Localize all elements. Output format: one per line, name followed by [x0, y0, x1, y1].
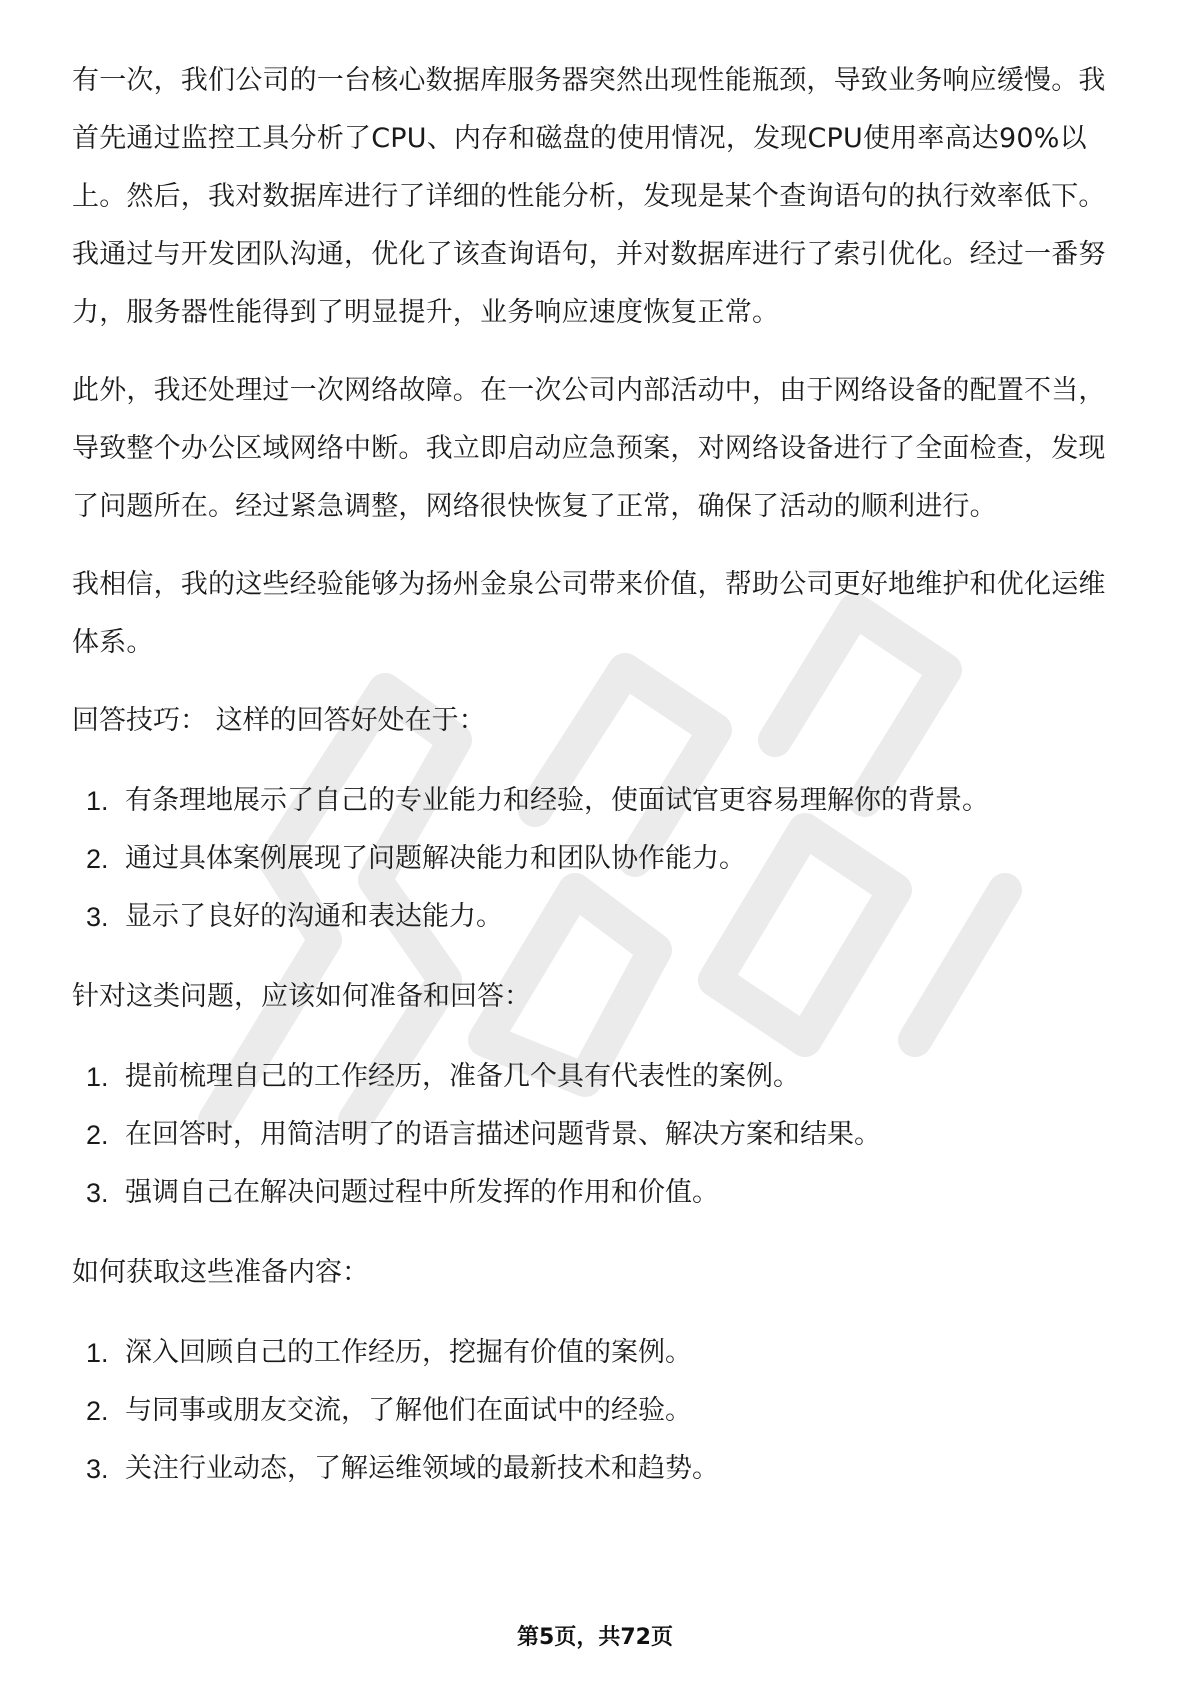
list-item [72, 1382, 1122, 1440]
list-number: 3. [86, 1454, 109, 1484]
list-number: 2. [86, 1396, 109, 1426]
main-content [72, 52, 1122, 1520]
list-how-to-obtain [72, 1324, 1122, 1498]
list-item [72, 830, 1122, 888]
list-item [72, 1048, 1122, 1106]
list-item [72, 1440, 1122, 1498]
paragraph-database-case: 有一次，我们公司的一台核心数据库服务器突然出现性能瓶颈，导致业务响应缓慢。我首先通过监控工具分析了CPU、内存和磁盘的使用情况，发现CPU使用率高达90%以上。然后，我对数据库进行了详细的性能分析，发现是某个查询语句的执行效率低下。我通过与开发团队沟通，优化了该查询语句，并对数据库进行了索引优化。经过一番努力，服务器性能得到了明显提升，业务响应速度恢复正常。 [72, 65, 1106, 328]
list-number: 1. [86, 786, 109, 816]
list-item [72, 1106, 1122, 1164]
heading-how-to-prepare: 针对这类问题，应该如何准备和回答： [72, 981, 531, 1012]
page-number: 第5页，共72页 [517, 1625, 673, 1650]
list-text: 与同事或朋友交流，了解他们在面试中的经验。 [125, 1395, 692, 1426]
list-text: 在回答时，用简洁明了的语言描述问题背景、解决方案和结果。 [125, 1119, 881, 1150]
list-number: 1. [86, 1062, 109, 1092]
list-item [72, 772, 1122, 830]
list-how-to-prepare [72, 1048, 1122, 1222]
list-text: 深入回顾自己的工作经历，挖掘有价值的案例。 [125, 1337, 692, 1368]
list-text: 显示了良好的沟通和表达能力。 [125, 901, 503, 932]
list-number: 2. [86, 844, 109, 874]
list-number: 1. [86, 1338, 109, 1368]
list-number: 2. [86, 1120, 109, 1150]
heading-answer-tips: 回答技巧： 这样的回答好处在于： [72, 705, 486, 736]
paragraph-network-case: 此外，我还处理过一次网络故障。在一次公司内部活动中，由于网络设备的配置不当，导致整个办公区域网络中断。我立即启动应急预案，对网络设备进行了全面检查，发现了问题所在。经过紧急调整，网络很快恢复了正常，确保了活动的顺利进行。 [72, 375, 1106, 522]
list-number: 3. [86, 902, 109, 932]
list-text: 有条理地展示了自己的专业能力和经验，使面试官更容易理解你的背景。 [125, 785, 989, 816]
list-item [72, 1164, 1122, 1222]
list-item [72, 888, 1122, 946]
heading-how-to-obtain: 如何获取这些准备内容： [72, 1257, 369, 1288]
list-answer-tips [72, 772, 1122, 946]
list-item [72, 1324, 1122, 1382]
list-text: 强调自己在解决问题过程中所发挥的作用和价值。 [125, 1177, 719, 1208]
paragraph-conclusion: 我相信，我的这些经验能够为扬州金泉公司带来价值，帮助公司更好地维护和优化运维体系。 [72, 569, 1106, 658]
list-text: 通过具体案例展现了问题解决能力和团队协作能力。 [125, 843, 746, 874]
list-number: 3. [86, 1178, 109, 1208]
list-text: 提前梳理自己的工作经历，准备几个具有代表性的案例。 [125, 1061, 800, 1092]
list-text: 关注行业动态，了解运维领域的最新技术和趋势。 [125, 1453, 719, 1484]
